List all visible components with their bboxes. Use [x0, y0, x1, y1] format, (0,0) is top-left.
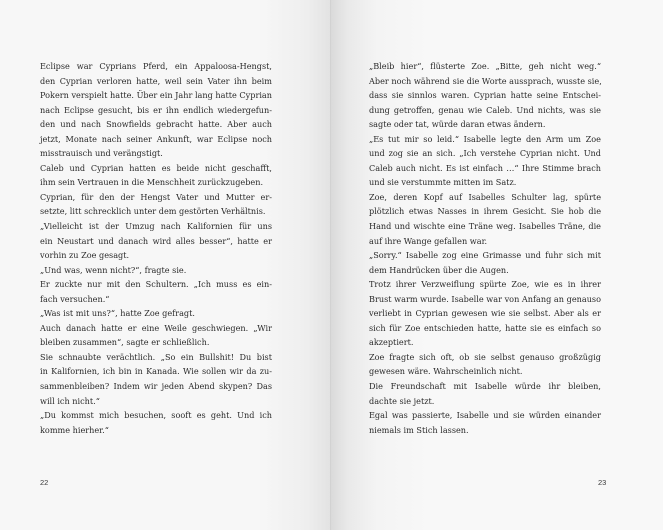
text-line: Caleb auch nicht. Es ist einfach …“ Ihre Stimme brach: [369, 162, 601, 173]
text-line: Trotz ihrer Verzweiflung spürte Zoe, wie es in ihrer: [369, 279, 601, 290]
text-line: Er zuckte nur mit den Schultern. „Ich muss es ein-: [40, 279, 272, 290]
paragraph: [40, 277, 272, 306]
text-line: sagte oder tat, würde daran etwas ändern.: [369, 119, 546, 130]
paragraph: [40, 306, 272, 321]
paragraph: [369, 248, 601, 277]
text-line: Pokern verspielt hatte. Über ein Jahr lang hatte Cyprian: [40, 90, 272, 101]
text-line: vorhin zu Zoe gesagt.: [40, 250, 130, 261]
text-line: „Du kommst mich besuchen, sooft es geht. Und ich: [40, 410, 272, 421]
paragraph: [369, 408, 601, 437]
text-line: Sie schnaubte verächtlich. „So ein Bullshit! Du bist: [40, 351, 272, 362]
text-line: plötzlich etwas Nasses in ihrem Gesicht. Sie hob die: [369, 206, 601, 217]
text-line: Egal was passierte, Isabelle und sie würden einander: [369, 410, 601, 421]
paragraph: [40, 190, 272, 219]
text-line: komme hierher.“: [40, 424, 109, 435]
paragraph: [40, 350, 272, 408]
text-line: Cyprian, für den der Hengst Vater und Mutter er-: [40, 191, 272, 202]
text-line: Zoe fragte sich oft, ob sie selbst genauso großzügig: [369, 351, 601, 362]
text-line: „Bleib hier“, flüsterte Zoe. „Bitte, geh nicht weg.“: [369, 61, 601, 71]
text-line: misstrauisch und verängstigt.: [40, 148, 163, 159]
text-line: „Sorry.“ Isabelle zog eine Grimasse und fuhr sich mit: [369, 250, 601, 261]
text-line: dachte sie jetzt.: [369, 395, 435, 406]
text-line: nach Eclipse gesucht, bis er ihn endlich wiedergefun-: [40, 104, 272, 115]
paragraph: [40, 321, 272, 350]
text-line: in Kalifornien, ich bin in Kanada. Wie sollen wir da zu-: [40, 366, 272, 377]
paragraph: [369, 190, 601, 248]
text-line: auf ihre Wange gefallen war.: [369, 235, 488, 246]
left-page-number: 22: [40, 478, 49, 487]
text-line: „Vielleicht ist der Umzug nach Kalifornien für uns: [40, 221, 272, 232]
paragraph: [40, 59, 272, 161]
text-line: den Cyprian verloren hatte, weil sein Vater ihn beim: [40, 75, 272, 86]
text-line: jetzt, Monate nach seiner Ankunft, war Eclipse noch: [40, 133, 272, 144]
text-line: ihm sein Vertrauen in die Menschheit zurückzugeben.: [40, 177, 264, 188]
text-line: dem Handrücken über die Augen.: [369, 264, 509, 275]
text-line: setzte, litt schrecklich unter dem gestörten Verhältnis.: [40, 206, 266, 217]
text-line: „Und was, wenn nicht?“, fragte sie.: [40, 264, 187, 275]
text-line: ein Neustart und danach wird alles besser“, hatte er: [40, 235, 272, 246]
paragraph: [40, 161, 272, 190]
right-page: [331, 0, 663, 530]
text-line: bleiben zusammen“, sagte er schließlich.: [40, 337, 210, 348]
text-line: Hand und wischte eine Träne weg. Isabelles Träne, die: [369, 221, 601, 232]
text-line: und zog sie an sich. „Ich verstehe Cyprian nicht. Und: [369, 148, 601, 159]
text-line: fach versuchen.“: [40, 293, 110, 304]
paragraph: [369, 379, 601, 408]
paragraph: [369, 132, 601, 190]
paragraph: [40, 263, 272, 278]
left-page-text: [40, 59, 272, 437]
text-line: sammenbleiben? Indem wir jeden Abend skypen? Das: [40, 381, 272, 392]
paragraph: [40, 408, 272, 437]
text-line: Zoe, deren Kopf auf Isabelles Schulter lag, spürte: [369, 191, 601, 202]
text-line: Brust warm wurde. Isabelle war von Anfang an genauso: [369, 293, 601, 304]
text-line: Aber noch während sie die Worte aussprach, wusste sie,: [369, 75, 602, 86]
text-line: sich für Zoe entschieden hatte, hatte sie es einfach so: [369, 322, 601, 333]
paragraph: [369, 59, 601, 132]
paragraph: [369, 350, 601, 379]
right-page-number: 23: [598, 478, 607, 487]
left-page: [0, 0, 331, 530]
text-line: „Was ist mit uns?“, hatte Zoe gefragt.: [40, 308, 195, 319]
paragraph: [40, 219, 272, 263]
text-line: gewesen wäre. Wahrscheinlich nicht.: [369, 366, 523, 377]
text-line: und sie verstummte mitten im Satz.: [369, 177, 517, 188]
text-line: will ich nicht.“: [40, 395, 100, 406]
text-line: Auch danach hatte er eine Weile geschwiegen. „Wir: [40, 322, 272, 333]
text-line: Caleb und Cyprian hatten es beide nicht geschafft,: [40, 162, 272, 173]
text-line: akzeptiert.: [369, 337, 414, 348]
text-line: den und nach Snowfields gebracht hatte. Aber auch: [40, 119, 272, 130]
text-line: dung getroffen, genau wie Caleb. Und nichts, was sie: [369, 104, 601, 115]
text-line: verliebt in Cyprian gewesen wie sie selbst. Aber als er: [369, 308, 601, 319]
text-line: Die Freundschaft mit Isabelle würde ihr bleiben,: [369, 381, 601, 392]
text-line: niemals im Stich lassen.: [369, 424, 469, 435]
right-page-text: [369, 59, 601, 437]
paragraph: [369, 277, 601, 350]
text-line: „Es tut mir so leid.“ Isabelle legte den Arm um Zoe: [369, 133, 601, 144]
text-line: dass sie sinnlos waren. Cyprian hatte seine Entschei-: [369, 90, 601, 101]
text-line: Eclipse war Cyprians Pferd, ein Appaloosa-Hengst,: [40, 61, 272, 71]
